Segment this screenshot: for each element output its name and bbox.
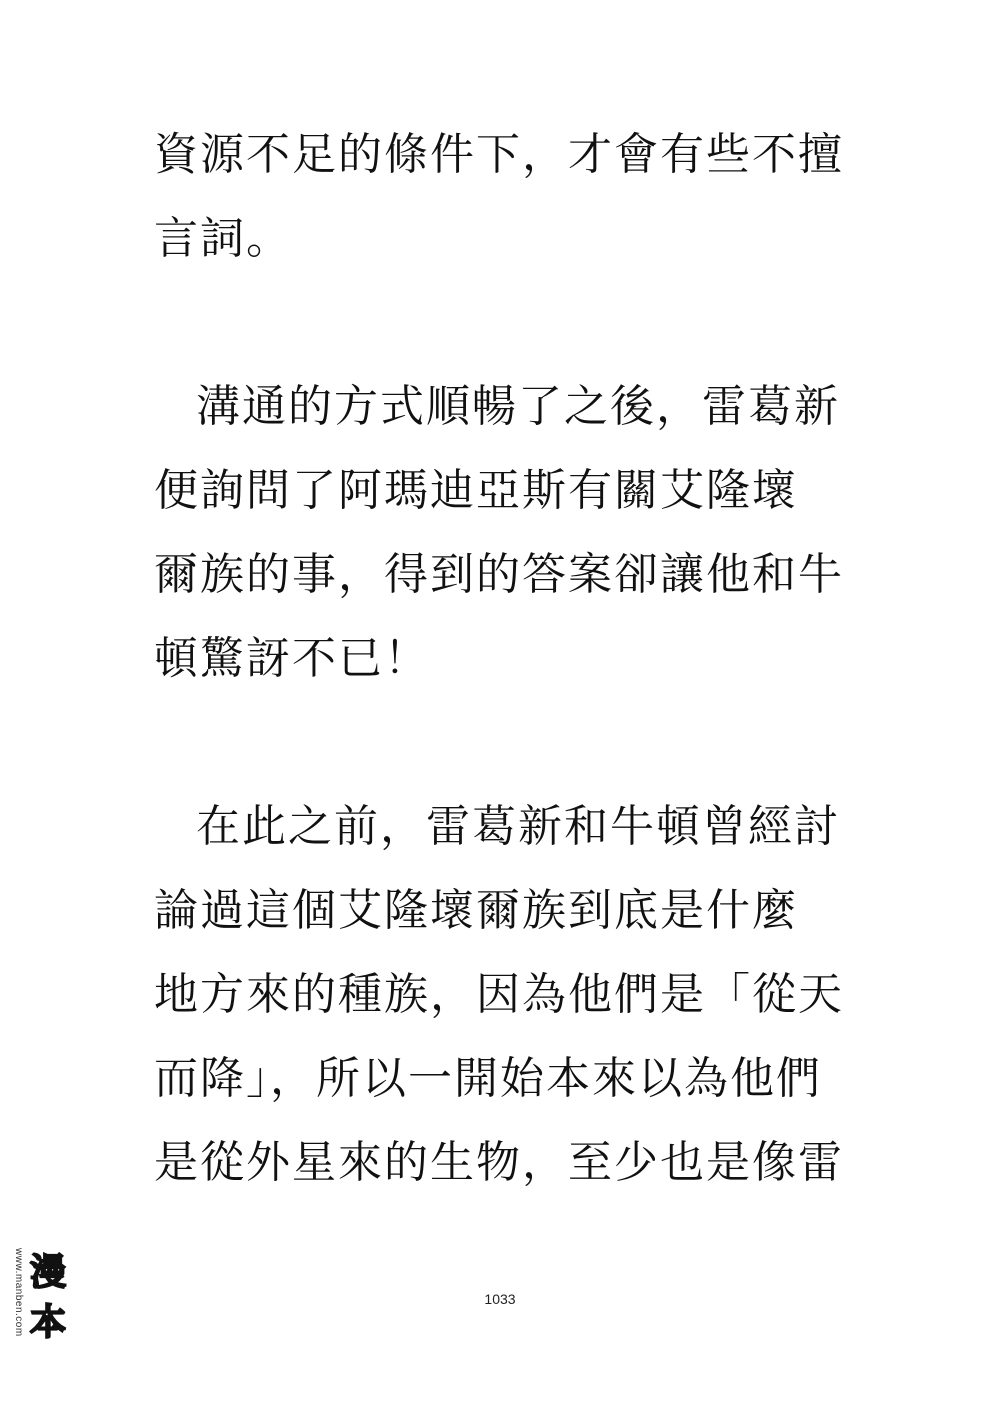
text-line: 便詢問了阿瑪迪亞斯有關艾隆壞: [154, 465, 798, 516]
text-line: 論過這個艾隆壞爾族到底是什麼: [154, 885, 798, 936]
paragraph-gap: [154, 300, 854, 384]
watermark-url: www.manben.com: [13, 1248, 24, 1337]
text-line: 在此之前，雷葛新和牛頓曾經討: [196, 801, 840, 852]
text-line: 頓驚訝不已！: [154, 633, 430, 684]
page-number: 1033: [484, 1291, 516, 1307]
text-line: 是從外星來的生物，至少也是像雷: [154, 1137, 844, 1188]
paragraph-gap: [154, 720, 854, 804]
watermark: [10, 1248, 70, 1408]
text-line: 言詞。: [154, 213, 292, 264]
text-line: 溝通的方式順暢了之後，雷葛新: [196, 381, 840, 432]
watermark-logo: [28, 1250, 68, 1400]
body-text: [154, 129, 854, 1224]
watermark-logo-char: 本: [29, 1302, 66, 1343]
text-line: 資源不足的條件下，才會有些不擅: [154, 129, 844, 180]
watermark-logo-char: 漫: [29, 1252, 66, 1293]
text-line: 地方來的種族，因為他們是「從天: [154, 969, 844, 1020]
text-line: 爾族的事，得到的答案卻讓他和牛: [154, 549, 844, 600]
text-line: 而降」，所以一開始本來以為他們: [154, 1053, 822, 1104]
